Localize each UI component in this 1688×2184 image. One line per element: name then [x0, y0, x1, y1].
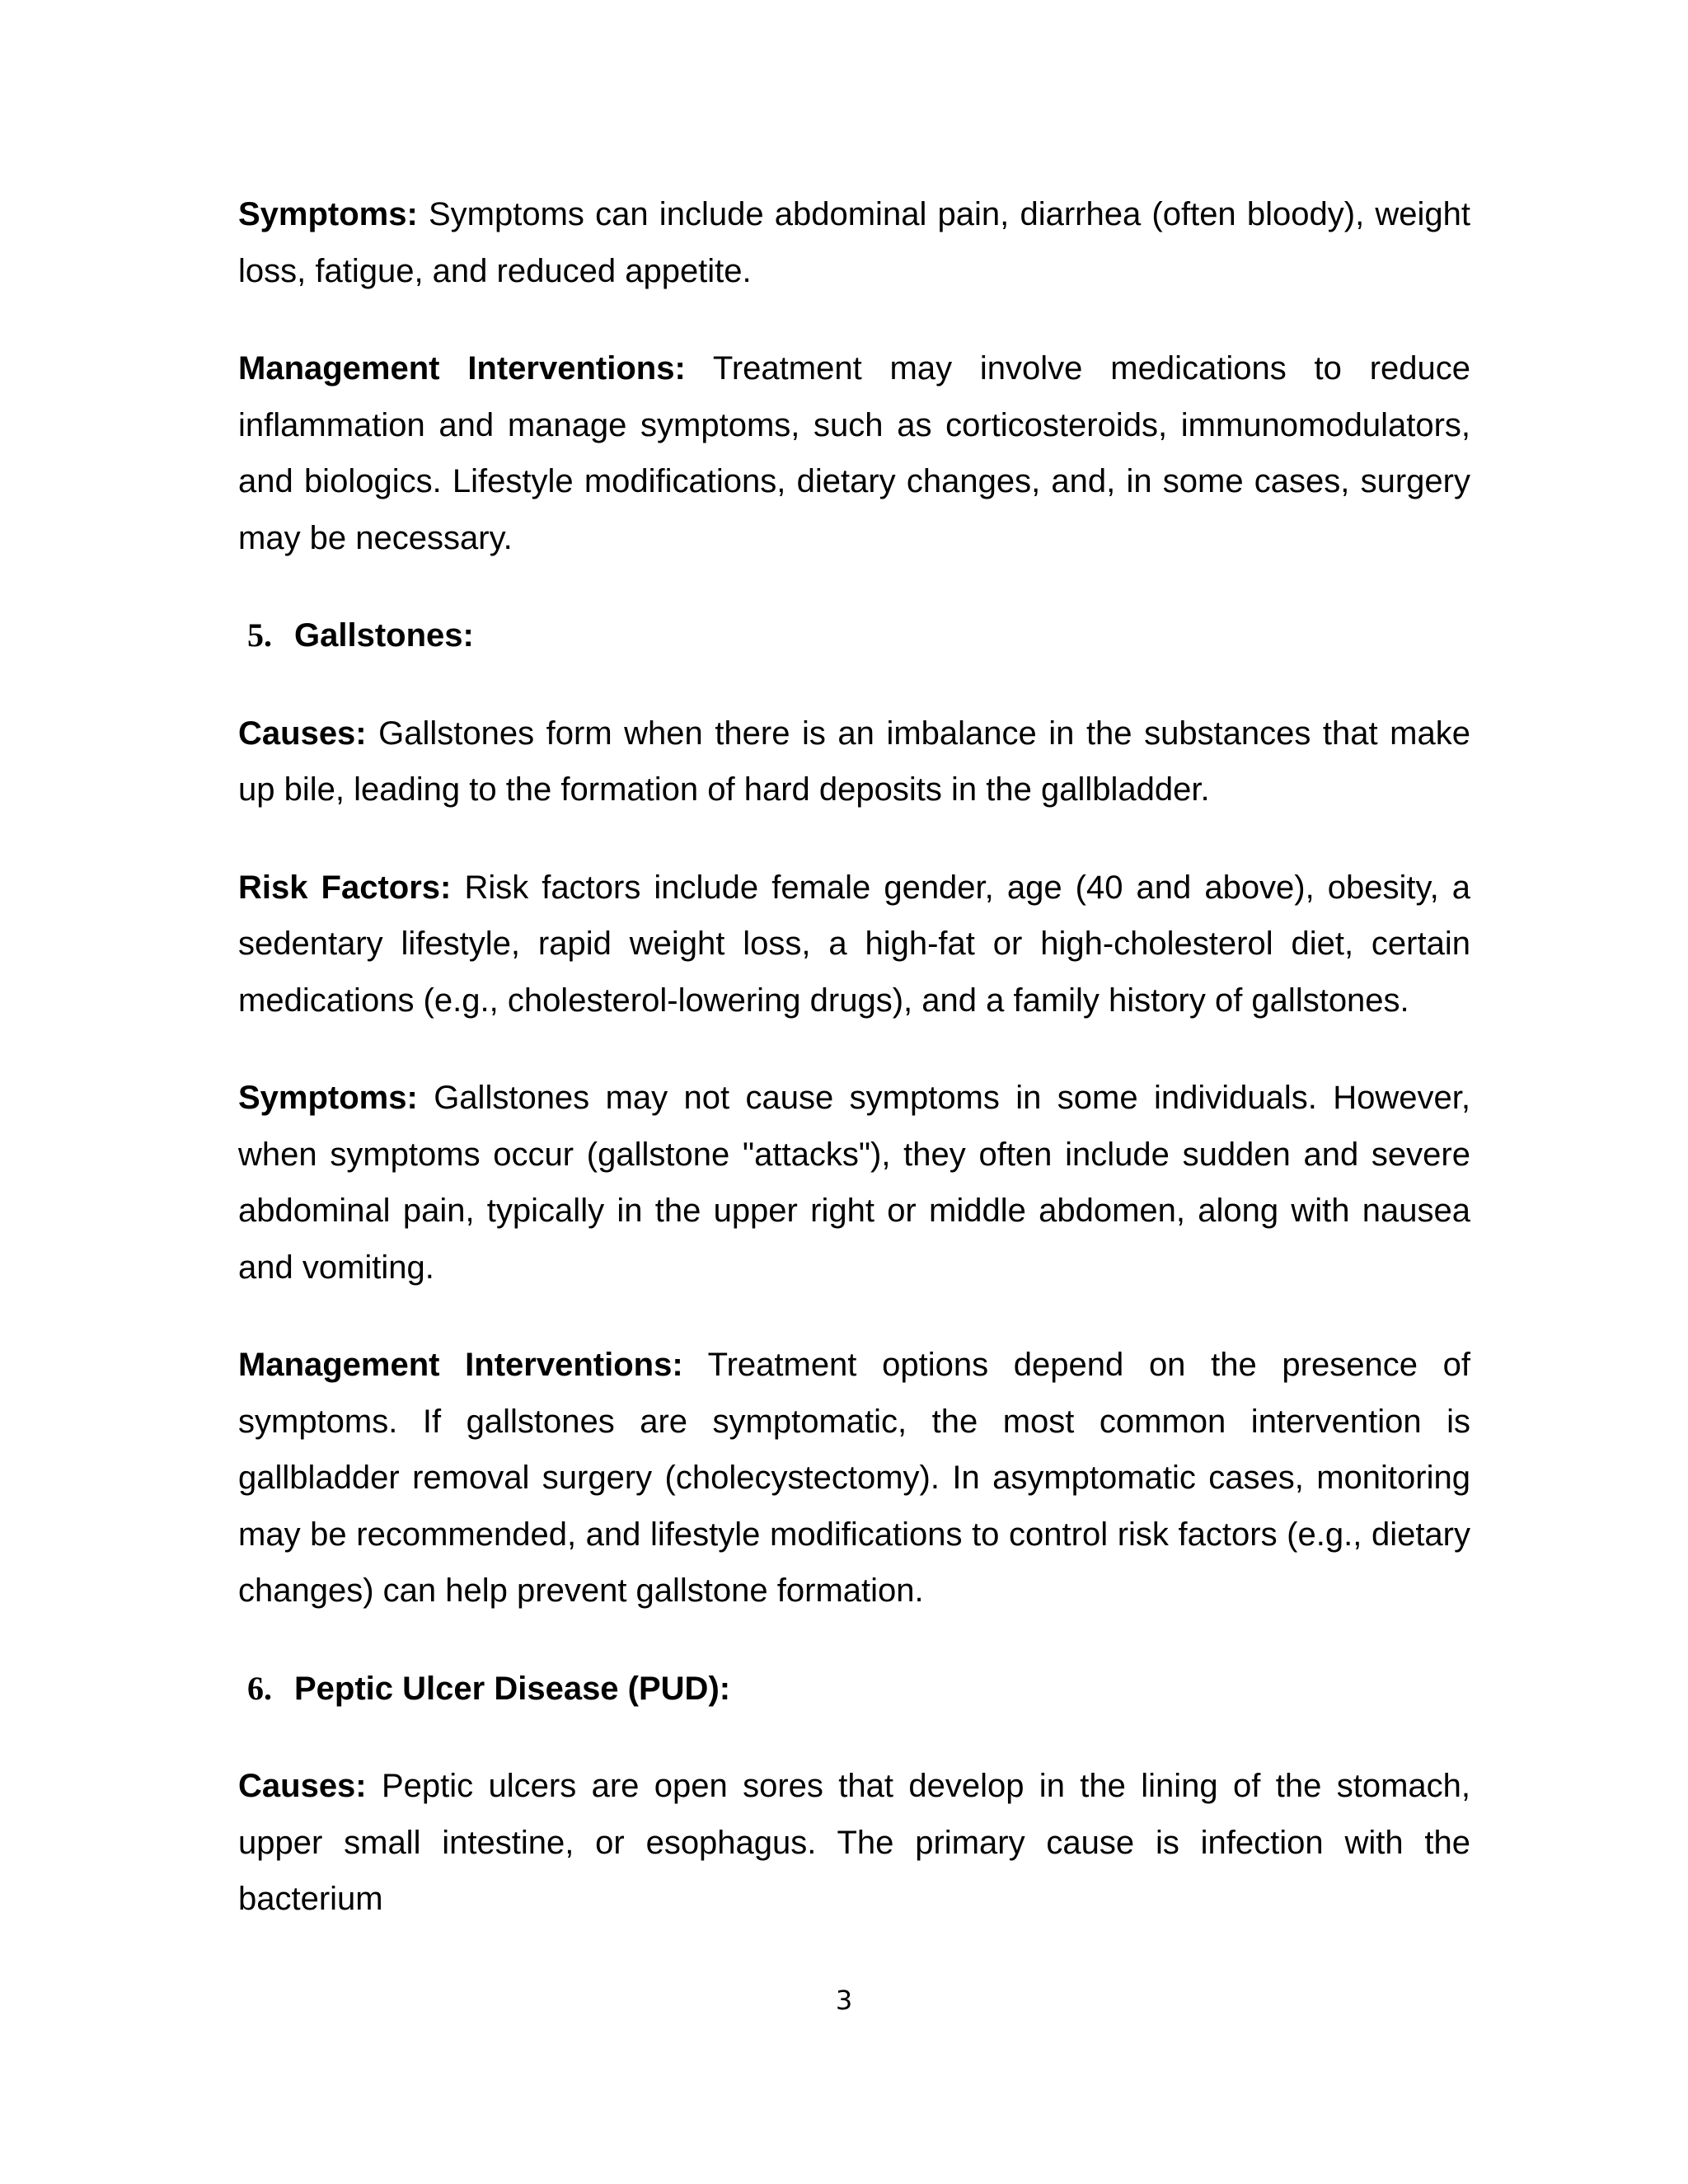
causes-paragraph [238, 705, 1470, 818]
page-number: 3 [835, 1985, 853, 2016]
paragraph-label: Risk Factors: [238, 869, 452, 906]
paragraph-text: Gallstones may not cause symptoms in some individuals. However, when symptoms occur (gallstone "attacks"), they often include sudden and severe abdominal pain, typically in the upper right or middle abdomen, along with nausea and vomiting. [238, 1080, 1470, 1286]
paragraph-text: Gallstones form when there is an imbalance in the substances that make up bile, leading to the formation of hard deposits in the gallbladder. [238, 715, 1470, 808]
paragraph-label: Causes: [238, 715, 367, 752]
section-number: 6. [247, 1669, 272, 1707]
paragraph-text: Peptic ulcers are open sores that develop in the lining of the stomach, upper small intestine, or esophagus. The primary cause is infection with the bacterium [238, 1768, 1470, 1917]
symptoms-paragraph [238, 186, 1470, 299]
paragraph-text: Treatment may involve medications to reduce inflammation and manage symptoms, such as corticosteroids, immunomodulators, and biologics. Lifestyle modifications, dietary changes, and, in some cases, surgery may be necessary. [238, 350, 1471, 556]
management-interventions-paragraph [238, 340, 1470, 566]
section-title: Gallstones: [294, 617, 474, 654]
section-title: Peptic Ulcer Disease (PUD): [294, 1670, 731, 1707]
causes-paragraph [238, 1758, 1470, 1928]
section-heading-gallstones [238, 607, 1470, 664]
symptoms-paragraph [238, 1070, 1470, 1296]
section-number: 5. [247, 616, 272, 654]
paragraph-label: Management Interventions: [238, 350, 686, 387]
risk-factors-paragraph [238, 860, 1470, 1029]
section-heading-peptic-ulcer-disease [238, 1661, 1470, 1718]
paragraph-label: Management Interventions: [238, 1347, 683, 1383]
paragraph-text: Symptoms can include abdominal pain, diarrhea (often bloody), weight loss, fatigue, and reduced appetite. [238, 196, 1470, 289]
paragraph-text: Treatment options depend on the presence of symptoms. If gallstones are symptomatic, the most common intervention is gallbladder removal surgery (cholecystectomy). In asymptomatic cases, monitoring may be recommended, and lifestyle modifications to control risk factors (e.g., dietary changes) can help prevent gallstone formation. [238, 1347, 1471, 1609]
paragraph-label: Symptoms: [238, 1080, 418, 1116]
page-content [238, 186, 1470, 1969]
management-interventions-paragraph [238, 1337, 1470, 1619]
paragraph-text: Risk factors include female gender, age (40 and above), obesity, a sedentary lifestyle, rapid weight loss, a high-fat or high-cholesterol diet, certain medications (e.g., cholesterol-lowering drugs), and a family history of gallstones. [238, 869, 1470, 1019]
paragraph-label: Symptoms: [238, 196, 418, 232]
paragraph-label: Causes: [238, 1768, 367, 1804]
